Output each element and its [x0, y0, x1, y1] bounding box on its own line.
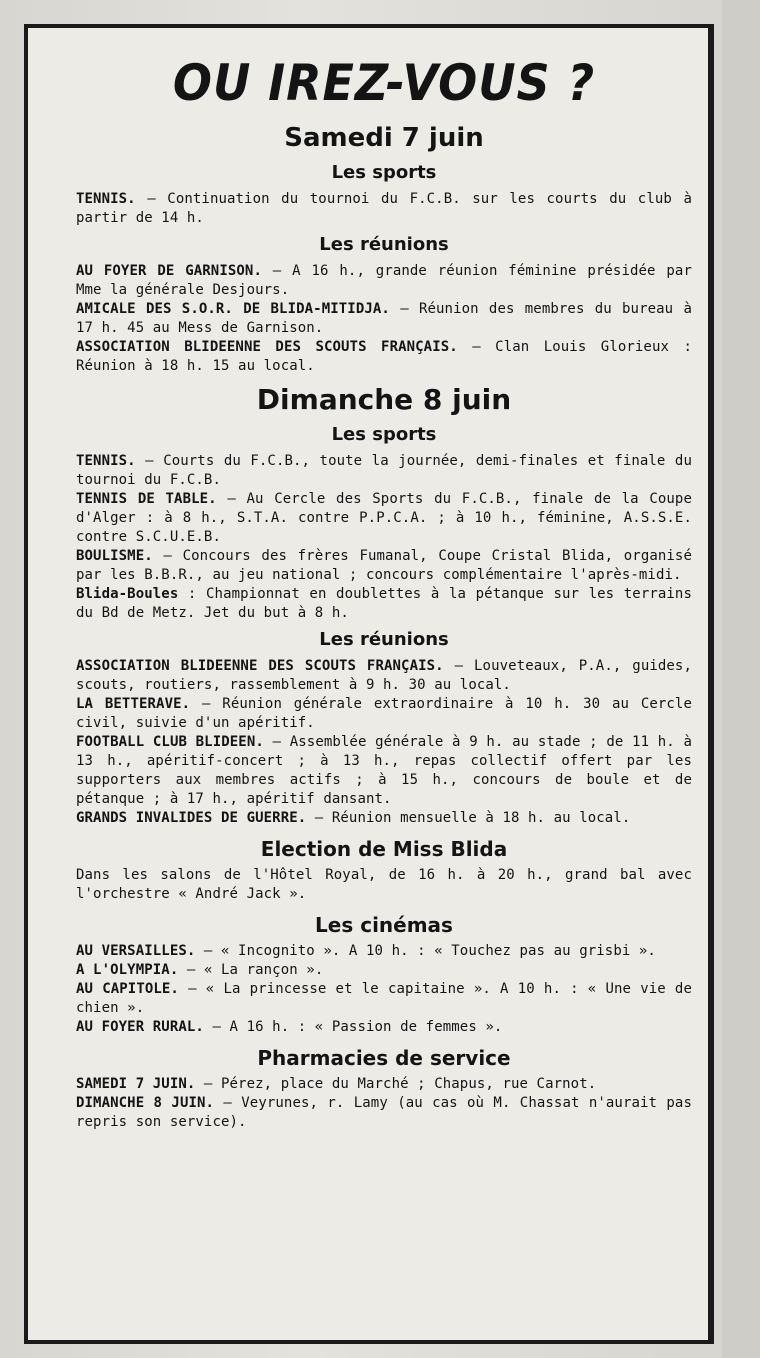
- section-heading: Les sports: [331, 424, 437, 445]
- day-block-dimanche: [76, 382, 692, 1132]
- section-heading: Les réunions: [319, 629, 449, 650]
- listing-entry: ASSOCIATION BLIDEENNE DES SCOUTS FRANÇAIS. — Louveteaux, P.A., guides, scouts, routiers, rassemblement à 9 h. 30 au local.: [76, 658, 692, 693]
- listing-entry: ASSOCIATION BLIDEENNE DES SCOUTS FRANÇAIS. — Clan Louis Glorieux : Réunion à 18 h. 15 au local.: [76, 339, 692, 374]
- section-heading: Les cinémas: [315, 913, 453, 937]
- section-heading: Les réunions: [319, 234, 449, 255]
- listing-entry: Blida-Boules : Championnat en doublettes à la pétanque sur les terrains du Bd de Metz. Jet du but à 8 h.: [76, 586, 692, 621]
- listing-entry: A L'OLYMPIA. — « La rançon ».: [76, 962, 324, 978]
- listing-entry: AU FOYER RURAL. — A 16 h. : « Passion de femmes ».: [76, 1019, 503, 1035]
- listing-entry: GRANDS INVALIDES DE GUERRE. — Réunion mensuelle à 18 h. au local.: [76, 810, 631, 826]
- listing-entry: AU CAPITOLE. — « La princesse et le capitaine ». A 10 h. : « Une vie de chien ».: [76, 981, 692, 1016]
- section-heading: Les sports: [331, 162, 437, 183]
- day-title: Dimanche 8 juin: [256, 383, 512, 416]
- adjacent-column-edge: [722, 0, 760, 1358]
- section-heading: Election de Miss Blida: [260, 837, 508, 861]
- listing-entry: Dans les salons de l'Hôtel Royal, de 16 h. à 20 h., grand bal avec l'orchestre « André Jack ».: [76, 867, 692, 902]
- listing-entry: AMICALE DES S.O.R. DE BLIDA-MITIDJA. — Réunion des membres du bureau à 17 h. 45 au Mess de Garnison.: [76, 301, 692, 336]
- listing-entry: TENNIS. — Continuation du tournoi du F.C.B. sur les courts du club à partir de 14 h.: [76, 191, 692, 226]
- listing-entry: AU VERSAILLES. — « Incognito ». A 10 h. : « Touchez pas au grisbi ».: [76, 943, 656, 959]
- listing-entry: DIMANCHE 8 JUIN. — Veyrunes, r. Lamy (au cas où M. Chassat n'aurait pas repris son service).: [76, 1095, 692, 1130]
- listing-entry: SAMEDI 7 JUIN. — Pérez, place du Marché ; Chapus, rue Carnot.: [76, 1076, 597, 1092]
- day-block-samedi: [76, 120, 692, 376]
- listing-entry: AU FOYER DE GARNISON. — A 16 h., grande réunion féminine présidée par Mme la générale Desjours.: [76, 263, 692, 298]
- page-title: OU IREZ-VOUS ?: [172, 54, 596, 112]
- listing-entry: LA BETTERAVE. — Réunion générale extraordinaire à 10 h. 30 au Cercle civil, suivie d'un apéritif.: [76, 696, 692, 731]
- listing-entry: TENNIS DE TABLE. — Au Cercle des Sports du F.C.B., finale de la Coupe d'Alger : à 8 h., S.T.A. contre P.P.C.A. ; à 10 h., féminine, A.S.S.E. contre S.C.U.E.B.: [76, 491, 692, 545]
- listing-entry: TENNIS. — Courts du F.C.B., toute la journée, demi-finales et finale du tournoi du F.C.B.: [76, 453, 692, 488]
- section-heading: Pharmacies de service: [257, 1046, 511, 1070]
- listing-entry: BOULISME. — Concours des frères Fumanal, Coupe Cristal Blida, organisé par les B.B.R., au jeu national ; concours complémentaire l'après-midi.: [76, 548, 692, 583]
- listings-box: [24, 24, 714, 1344]
- day-title: Samedi 7 juin: [284, 123, 484, 153]
- listing-entry: FOOTBALL CLUB BLIDEEN. — Assemblée générale à 9 h. au stade ; de 11 h. à 13 h., apéritif-concert ; à 13 h., repas collectif offert par les supporters aux membres actifs ; à 15 h., concours de boule et de pétanque ; à 17 h., apéritif dansant.: [76, 734, 692, 807]
